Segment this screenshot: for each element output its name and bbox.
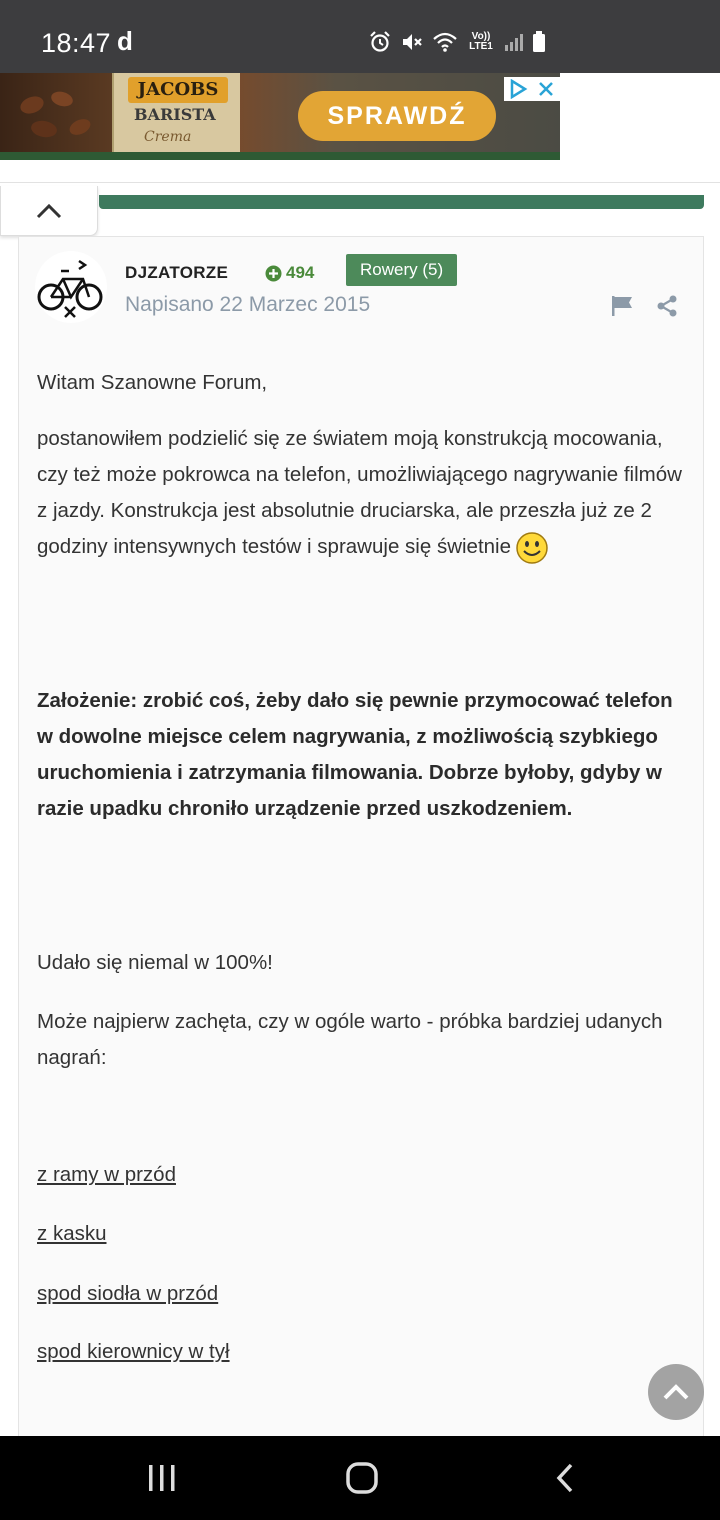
forum-post (18, 236, 704, 1456)
share-icon[interactable] (656, 295, 678, 317)
signal-icon (504, 32, 524, 52)
video-link[interactable]: z kasku (37, 1222, 107, 1245)
flag-icon[interactable] (611, 295, 635, 317)
back-icon (553, 1462, 577, 1494)
recents-icon (146, 1463, 178, 1493)
back-button[interactable] (545, 1458, 585, 1498)
video-link[interactable]: spod siodła w przód (37, 1282, 219, 1305)
ad-bottom-strip (0, 152, 560, 160)
post-paragraph: Może najpierw zachęta, czy w ogóle warto - próbka bardziej udanych nagrań: (37, 1010, 663, 1069)
chevron-up-icon (35, 202, 63, 220)
home-icon (345, 1461, 379, 1495)
video-link[interactable]: z ramy w przód (37, 1163, 176, 1186)
mute-icon (400, 30, 424, 54)
ad-product: BARISTA (134, 105, 216, 124)
divider (0, 182, 720, 183)
alarm-icon (368, 30, 392, 54)
home-button[interactable] (342, 1458, 382, 1498)
avatar[interactable] (35, 251, 107, 323)
battery-icon (532, 31, 546, 53)
network-type: Vo)) LTE1 (469, 31, 493, 52)
ad-banner[interactable] (0, 73, 560, 160)
smiley-icon (515, 531, 549, 565)
status-time: 18:47 (41, 28, 112, 58)
ad-close-icon[interactable] (532, 77, 560, 101)
post-paragraph (37, 421, 687, 565)
status-bar (0, 0, 720, 73)
post-paragraph-text: postanowiłem podzielić się ze światem moją konstrukcją mocowania, czy też może pokrowca na telefon, umożliwiającego nagrywanie filmów z jazdy. Konstrukcja jest absolutnie druciarska, ale przeszła już ze 2 godziny intensywnych testów i sprawuje się świetnie (37, 427, 682, 558)
recents-button[interactable] (142, 1458, 182, 1498)
scroll-to-top-button[interactable] (648, 1364, 704, 1420)
coffee-beans-image (14, 87, 98, 147)
ad-flavor: Crema (144, 129, 192, 145)
group-badge[interactable]: Rowery (5) (346, 254, 457, 286)
plus-circle-icon (265, 265, 282, 282)
section-header-bar (99, 195, 704, 209)
collapse-button[interactable] (0, 186, 98, 236)
bicycle-avatar-icon (35, 251, 107, 323)
post-paragraph: Witam Szanowne Forum, (37, 371, 268, 394)
ad-product-pack (112, 73, 240, 160)
adchoices-icon[interactable] (504, 77, 532, 101)
post-date: Napisano 22 Marzec 2015 (125, 293, 371, 316)
system-nav-bar (0, 1436, 720, 1520)
author-name[interactable]: DJZATORZE (125, 263, 229, 282)
video-link[interactable]: spod kierownicy w tył (37, 1340, 230, 1363)
ad-cta-button[interactable]: SPRAWDŹ (298, 91, 496, 141)
ad-choices[interactable] (504, 77, 560, 101)
post-paragraph: Udało się niemal w 100%! (37, 951, 273, 974)
wifi-icon (432, 31, 458, 53)
reputation (265, 263, 314, 283)
status-icons (368, 30, 546, 54)
chevron-up-icon (661, 1382, 691, 1402)
post-paragraph-bold: Założenie: zrobić coś, żeby dało się pewnie przymocować telefon w dowolne miejsce celem nagrywania, z możliwością szybkiego uruchomienia i zatrzymania filmowania. Dobrze byłoby, gdyby w razie upadku chroniło urządzenie przed uszkodzeniem. (37, 689, 673, 820)
ad-brand: JACOBS (128, 77, 228, 103)
status-indicator: d (117, 26, 133, 56)
reputation-count: 494 (286, 263, 315, 282)
